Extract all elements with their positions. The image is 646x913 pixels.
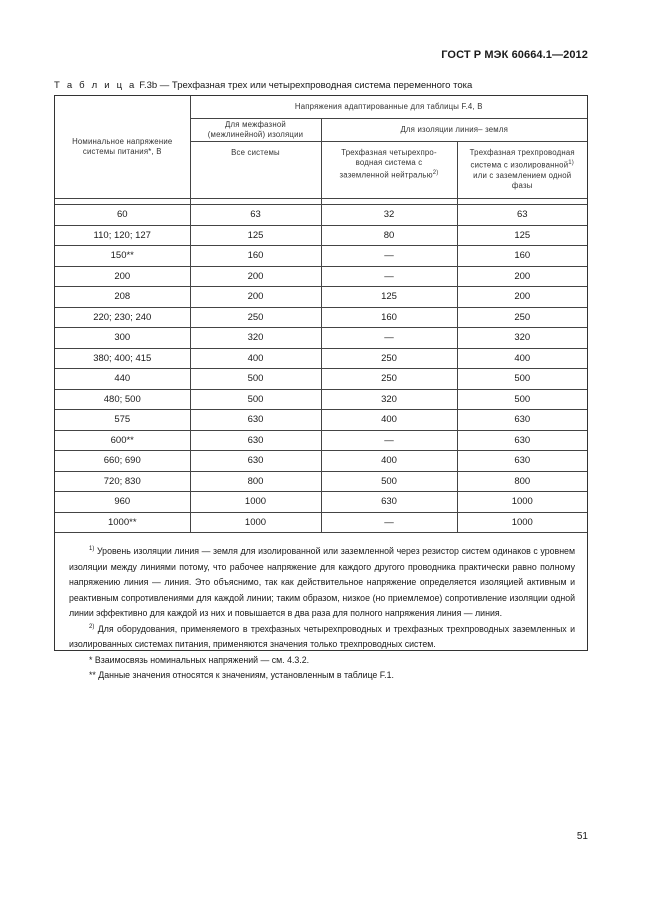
header-three-wire-system	[457, 142, 587, 199]
three-wire-cell: 500	[457, 389, 587, 410]
four-wire-cell: —	[321, 246, 457, 267]
table-row	[55, 430, 587, 451]
nominal-voltage-cell: 200	[55, 266, 190, 287]
voltage-table	[55, 96, 587, 533]
table-row	[55, 512, 587, 533]
header-phase-insulation: Для межфазной (межлинейной) изоляции	[190, 119, 321, 142]
table-row	[55, 246, 587, 267]
nominal-voltage-cell: 960	[55, 492, 190, 513]
four-wire-cell: —	[321, 328, 457, 349]
phase-insulation-cell: 800	[190, 471, 321, 492]
nominal-voltage-cell: 440	[55, 369, 190, 390]
phase-insulation-cell: 200	[190, 287, 321, 308]
three-wire-cell: 400	[457, 348, 587, 369]
phase-insulation-cell: 1000	[190, 492, 321, 513]
caption-title: — Трехфазная трех или четырехпроводная система переменного тока	[159, 80, 473, 91]
four-wire-cell: 250	[321, 348, 457, 369]
four-wire-cell: 320	[321, 389, 457, 410]
table-row	[55, 266, 587, 287]
footnote-1	[69, 544, 575, 622]
table-row	[55, 328, 587, 349]
three-wire-cell: 630	[457, 410, 587, 431]
table-row	[55, 307, 587, 328]
phase-insulation-cell: 63	[190, 205, 321, 226]
three-wire-cell: 200	[457, 287, 587, 308]
header-line-earth: Для изоляции линия– земля	[321, 119, 587, 142]
three-wire-cell: 63	[457, 205, 587, 226]
four-wire-text: Трехфазная четырехпро-водная система с заземленной нейтралью	[339, 148, 437, 180]
three-wire-cell: 1000	[457, 512, 587, 533]
nominal-voltage-cell: 208	[55, 287, 190, 308]
phase-insulation-cell: 250	[190, 307, 321, 328]
nominal-voltage-cell: 660; 690	[55, 451, 190, 472]
nominal-voltage-cell: 1000**	[55, 512, 190, 533]
three-wire-cell: 800	[457, 471, 587, 492]
three-wire-text: Трехфазная трехпроводная система с изолированной	[469, 148, 575, 170]
nominal-voltage-cell: 380; 400; 415	[55, 348, 190, 369]
header-nominal-voltage: Номинальное напряжение системы питания*, В	[55, 96, 190, 199]
table-caption	[54, 80, 472, 91]
footnotes	[55, 533, 587, 684]
three-wire-cell: 630	[457, 451, 587, 472]
table-row	[55, 287, 587, 308]
four-wire-cell: 630	[321, 492, 457, 513]
phase-insulation-cell: 500	[190, 369, 321, 390]
four-wire-cell: —	[321, 430, 457, 451]
page-number: 51	[576, 831, 588, 842]
three-wire-cell: 250	[457, 307, 587, 328]
caption-label: Т а б л и ц а	[54, 80, 137, 91]
four-wire-cell: 400	[321, 451, 457, 472]
footnote-2	[69, 622, 575, 653]
phase-insulation-cell: 200	[190, 266, 321, 287]
three-wire-cell: 125	[457, 225, 587, 246]
header-four-wire-system	[321, 142, 457, 199]
phase-insulation-cell: 400	[190, 348, 321, 369]
three-wire-cell: 500	[457, 369, 587, 390]
nominal-voltage-cell: 300	[55, 328, 190, 349]
four-wire-cell: 80	[321, 225, 457, 246]
caption-number: F.3b	[139, 80, 158, 91]
four-wire-cell: 125	[321, 287, 457, 308]
footnote-1-mark: 1)	[89, 546, 95, 553]
four-wire-cell: —	[321, 512, 457, 533]
four-wire-cell: 32	[321, 205, 457, 226]
nominal-voltage-cell: 60	[55, 205, 190, 226]
footnote-2-text: Для оборудования, применяемого в трехфазных четырехпроводных и трехфазных трехпроводных заземленных и изолированных системах питания, применяются значения только трехпроводных систем.	[69, 623, 575, 649]
phase-insulation-cell: 320	[190, 328, 321, 349]
phase-insulation-cell: 1000	[190, 512, 321, 533]
nominal-voltage-cell: 600**	[55, 430, 190, 451]
phase-insulation-cell: 125	[190, 225, 321, 246]
table-row	[55, 389, 587, 410]
table-row	[55, 471, 587, 492]
nominal-voltage-cell: 720; 830	[55, 471, 190, 492]
three-wire-cell: 1000	[457, 492, 587, 513]
nominal-voltage-cell: 480; 500	[55, 389, 190, 410]
four-wire-cell: 250	[321, 369, 457, 390]
three-wire-cell: 160	[457, 246, 587, 267]
three-wire-footnote-mark: 1)	[568, 160, 575, 166]
three-wire-cell: 320	[457, 328, 587, 349]
table-row	[55, 369, 587, 390]
phase-insulation-cell: 630	[190, 451, 321, 472]
table-body	[55, 199, 587, 533]
phase-insulation-cell: 500	[190, 389, 321, 410]
four-wire-footnote-mark: 2)	[432, 170, 439, 176]
nominal-voltage-cell: 220; 230; 240	[55, 307, 190, 328]
table-row	[55, 410, 587, 431]
footnote-star: * Взаимосвязь номинальных напряжений — см. 4.3.2.	[89, 654, 310, 665]
table-row	[55, 451, 587, 472]
table-row	[55, 348, 587, 369]
nominal-voltage-cell: 575	[55, 410, 190, 431]
four-wire-cell: 500	[321, 471, 457, 492]
header-adapted-voltages: Напряжения адаптированные для таблицы F.4, В	[190, 96, 587, 119]
four-wire-cell: 160	[321, 307, 457, 328]
footnote-2-mark: 2)	[89, 623, 95, 630]
three-wire-cell: 630	[457, 430, 587, 451]
footnote-double-star: ** Данные значения относятся к значениям, установленным в таблице F.1.	[89, 670, 394, 680]
three-wire-tail: или с заземлением одной фазы	[473, 170, 572, 190]
header-all-systems: Все системы	[190, 142, 321, 199]
footnote-1-text: Уровень изоляции линия — земля для изолированной или заземленной через резистор систем одинаков с уровнем изоляции между линиями потому, что рабочее напряжение для каждого другого проводника практически равно полному напряжению линия — линия. Это объяснимо, так как действительное напряжение определяется изоляцией активным и реактивным сопротивлениями для каждой линии; таким образом, низкое (но приемлемое) сопротивление изоляции одной линии эффективно для каждой из них и повышается в два раза для полного напряжения линия — линия.	[69, 546, 575, 618]
table-row	[55, 205, 587, 226]
three-wire-cell: 200	[457, 266, 587, 287]
voltage-table-box	[54, 95, 588, 680]
document-code: ГОСТ Р МЭК 60664.1—2012	[441, 49, 588, 61]
phase-insulation-cell: 160	[190, 246, 321, 267]
table-row	[55, 225, 587, 246]
nominal-voltage-cell: 110; 120; 127	[55, 225, 190, 246]
table-row	[55, 492, 587, 513]
four-wire-cell: —	[321, 266, 457, 287]
four-wire-cell: 400	[321, 410, 457, 431]
phase-insulation-cell: 630	[190, 430, 321, 451]
phase-insulation-cell: 630	[190, 410, 321, 431]
nominal-voltage-cell: 150**	[55, 246, 190, 267]
